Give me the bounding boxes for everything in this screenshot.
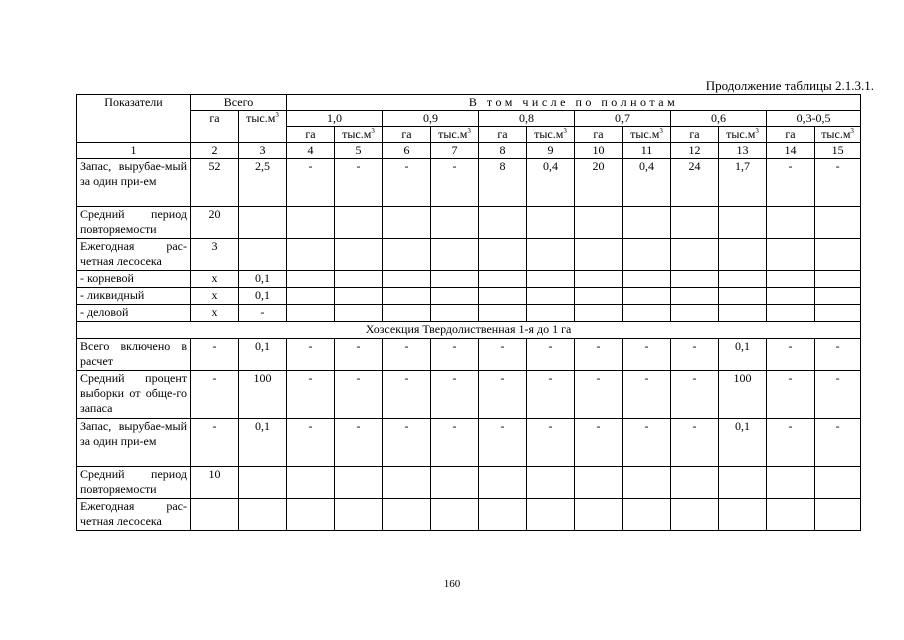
- column-number-cell: 6: [383, 143, 431, 159]
- section-title-body: [77, 322, 861, 339]
- table-cell: 8: [479, 159, 527, 207]
- table-cell: -: [335, 339, 383, 371]
- table-cell: [287, 499, 335, 531]
- column-number-cell: 10: [575, 143, 623, 159]
- table-cell: [671, 305, 719, 322]
- table-cell: -: [767, 339, 815, 371]
- table-cell: -: [623, 419, 671, 467]
- row-label: Средний процент выборки от обще-го запаса: [77, 371, 191, 419]
- table-cell: -: [479, 371, 527, 419]
- column-number-cell: 11: [623, 143, 671, 159]
- table-cell: -: [767, 419, 815, 467]
- table-cell: [287, 288, 335, 305]
- table-cell: -: [671, 339, 719, 371]
- table-cell: 0,1: [719, 339, 767, 371]
- unit-vol-cell: $тыс.м^3$: [815, 127, 861, 143]
- column-number-cell: 7: [431, 143, 479, 159]
- table-cell: -: [287, 159, 335, 207]
- section-title-row: [77, 322, 861, 339]
- table-cell: 1,7: [719, 159, 767, 207]
- table-cell: [767, 239, 815, 271]
- table-cell: -: [671, 419, 719, 467]
- table-cell: [575, 499, 623, 531]
- table-cell: [815, 467, 861, 499]
- table-cell: [815, 305, 861, 322]
- table-cell: -: [767, 371, 815, 419]
- table-cell: [575, 271, 623, 288]
- row-label: Всего включено в расчет: [77, 339, 191, 371]
- table-cell: [575, 239, 623, 271]
- row-label: Запас, вырубае-мый за один при-ем: [77, 419, 191, 467]
- table-row: [77, 467, 861, 499]
- table-cell: [239, 239, 287, 271]
- table-cell: [623, 239, 671, 271]
- header-by-density: В том числе по полнотам: [287, 95, 861, 111]
- table-cell: -: [239, 305, 287, 322]
- table-cell: [527, 305, 575, 322]
- table-cell: 100: [239, 371, 287, 419]
- table-cell: 10: [191, 467, 239, 499]
- table-cell: -: [767, 159, 815, 207]
- unit-ha-cell: га: [287, 127, 335, 143]
- table-cell: -: [479, 339, 527, 371]
- table-cell: [239, 467, 287, 499]
- table-cell: [191, 499, 239, 531]
- table-cell: [671, 239, 719, 271]
- table-cell: -: [623, 339, 671, 371]
- table-cell: -: [575, 371, 623, 419]
- table-cell: [575, 467, 623, 499]
- column-number-cell: 3: [239, 143, 287, 159]
- table-cell: [671, 207, 719, 239]
- table-cell: [575, 305, 623, 322]
- table-cell: [671, 499, 719, 531]
- table-cell: [479, 499, 527, 531]
- table-cell: -: [815, 159, 861, 207]
- table-cell: -: [479, 419, 527, 467]
- table-cell: [431, 288, 479, 305]
- table-cell: -: [431, 159, 479, 207]
- column-number-cell: 2: [191, 143, 239, 159]
- table-cell: [527, 239, 575, 271]
- table-cell: [479, 239, 527, 271]
- table-cell: [479, 207, 527, 239]
- table-cell: [527, 271, 575, 288]
- table-cell: [575, 207, 623, 239]
- table-cell: -: [431, 339, 479, 371]
- row-label: Запас, вырубае-мый за один при-ем: [77, 159, 191, 207]
- table-cell: -: [527, 419, 575, 467]
- row-label: - ликвидный: [77, 288, 191, 305]
- table-cell: -: [335, 419, 383, 467]
- unit-ha-cell: га: [671, 127, 719, 143]
- table-row: [77, 499, 861, 531]
- table-cell: [719, 207, 767, 239]
- table-cell: -: [383, 159, 431, 207]
- unit-ha-cell: га: [479, 127, 527, 143]
- header-total-ha: га: [191, 111, 239, 143]
- unit-vol-cell: $тыс.м^3$: [719, 127, 767, 143]
- table-cell: -: [287, 371, 335, 419]
- column-number-cell: 12: [671, 143, 719, 159]
- table-cell: [383, 271, 431, 288]
- table-cell: [431, 499, 479, 531]
- column-number-cell: 15: [815, 143, 861, 159]
- table-cell: -: [815, 371, 861, 419]
- table-cell: [623, 305, 671, 322]
- table-cell: [671, 271, 719, 288]
- table-cell: [431, 207, 479, 239]
- table-cell: [527, 207, 575, 239]
- table-cell: -: [287, 419, 335, 467]
- table-cell: [431, 467, 479, 499]
- table-row: [77, 207, 861, 239]
- unit-vol-cell: $тыс.м^3$: [431, 127, 479, 143]
- table-cell: 0,1: [239, 288, 287, 305]
- table-cell: [719, 467, 767, 499]
- page-number: 160: [443, 578, 461, 590]
- table-cell: [335, 271, 383, 288]
- table-cell: [767, 305, 815, 322]
- table-row: [77, 288, 861, 305]
- table-cell: [719, 499, 767, 531]
- table-row: [77, 271, 861, 288]
- table-row: [77, 371, 861, 419]
- table-cell: [335, 288, 383, 305]
- table-cell: [287, 271, 335, 288]
- table-cell: -: [335, 159, 383, 207]
- table-cell: [383, 467, 431, 499]
- header-row-2: [77, 111, 861, 127]
- table-cell: -: [815, 419, 861, 467]
- table-cell: 24: [671, 159, 719, 207]
- table-cell: -: [431, 419, 479, 467]
- table-cell: [527, 499, 575, 531]
- table-body-b: [77, 339, 861, 531]
- table-row: [77, 305, 861, 322]
- table-cell: [527, 288, 575, 305]
- table-cell: -: [383, 419, 431, 467]
- table-cell: [383, 305, 431, 322]
- column-number-cell: 8: [479, 143, 527, 159]
- row-label: Ежегодная рас-четная лесосека: [77, 499, 191, 531]
- table-cell: [815, 288, 861, 305]
- header-total-vol: $тыс.м^3$: [239, 111, 287, 143]
- table-cell: -: [671, 371, 719, 419]
- unit-vol-cell: $тыс.м^3$: [335, 127, 383, 143]
- table-cell: [575, 288, 623, 305]
- row-label: Ежегодная рас-четная лесосека: [77, 239, 191, 271]
- table-cell: [719, 271, 767, 288]
- table-cell: -: [623, 371, 671, 419]
- table-cell: х: [191, 305, 239, 322]
- table-cell: -: [575, 339, 623, 371]
- table-cell: [287, 239, 335, 271]
- table-cell: [383, 288, 431, 305]
- table-row: [77, 159, 861, 207]
- table-cell: [239, 499, 287, 531]
- table-cell: -: [383, 339, 431, 371]
- column-number-cell: 9: [527, 143, 575, 159]
- table-cell: х: [191, 271, 239, 288]
- table-row: [77, 419, 861, 467]
- table-cell: [335, 467, 383, 499]
- table-cell: 100: [719, 371, 767, 419]
- table-cell: 0,4: [623, 159, 671, 207]
- table-cell: [287, 207, 335, 239]
- table-cell: [719, 288, 767, 305]
- table-cell: х: [191, 288, 239, 305]
- table-cell: [479, 467, 527, 499]
- header-density-5: 0,6: [671, 111, 767, 127]
- table-cell: [767, 467, 815, 499]
- table-cell: -: [191, 419, 239, 467]
- table-cell: [383, 499, 431, 531]
- table-cell: [335, 239, 383, 271]
- table-cell: 0,1: [239, 339, 287, 371]
- table-cell: -: [335, 371, 383, 419]
- table-cell: [335, 207, 383, 239]
- unit-ha-cell: га: [767, 127, 815, 143]
- column-number-cell: 5: [335, 143, 383, 159]
- table-caption: Продолжение таблицы 2.1.3.1.: [705, 78, 874, 93]
- table-row: [77, 239, 861, 271]
- table-cell: 20: [575, 159, 623, 207]
- table-cell: [479, 305, 527, 322]
- unit-ha-cell: га: [383, 127, 431, 143]
- table-cell: [719, 239, 767, 271]
- table-cell: [815, 239, 861, 271]
- table-cell: -: [575, 419, 623, 467]
- table-cell: [815, 207, 861, 239]
- header-density-6: 0,3-0,5: [767, 111, 861, 127]
- table-cell: -: [815, 339, 861, 371]
- header-density-3: 0,8: [479, 111, 575, 127]
- table-cell: 2,5: [239, 159, 287, 207]
- table-cell: 0,4: [527, 159, 575, 207]
- unit-vol-cell: $тыс.м^3$: [527, 127, 575, 143]
- table-cell: -: [383, 371, 431, 419]
- table-cell: [383, 207, 431, 239]
- table-cell: [623, 207, 671, 239]
- table-cell: -: [191, 339, 239, 371]
- table-cell: [479, 271, 527, 288]
- table-cell: 3: [191, 239, 239, 271]
- table-cell: [671, 467, 719, 499]
- table-cell: -: [191, 371, 239, 419]
- header-row-1: [77, 95, 861, 111]
- table-cell: [527, 467, 575, 499]
- header-density-1: 1,0: [287, 111, 383, 127]
- table-cell: [671, 288, 719, 305]
- table-cell: [431, 305, 479, 322]
- table-cell: [719, 305, 767, 322]
- row-label: - деловой: [77, 305, 191, 322]
- table-cell: [335, 305, 383, 322]
- table-cell: -: [431, 371, 479, 419]
- table-cell: [287, 467, 335, 499]
- forest-data-table: [76, 94, 861, 531]
- table-cell: [767, 271, 815, 288]
- data-table-wrapper: [76, 94, 860, 531]
- table-cell: [815, 271, 861, 288]
- row-label: - корневой: [77, 271, 191, 288]
- table-cell: [623, 271, 671, 288]
- table-cell: [623, 467, 671, 499]
- column-number-cell: 4: [287, 143, 335, 159]
- unit-vol-cell: $тыс.м^3$: [623, 127, 671, 143]
- table-cell: [383, 239, 431, 271]
- column-number-cell: 14: [767, 143, 815, 159]
- table-cell: 0,1: [239, 271, 287, 288]
- table-cell: 52: [191, 159, 239, 207]
- row-label: Средний период повторяемости: [77, 207, 191, 239]
- section-title: Хозсекция Твердолиственная 1-я до 1 га: [77, 322, 861, 339]
- column-numbers-row: [77, 143, 861, 159]
- header-indicators: Показатели: [77, 95, 191, 143]
- table-cell: [815, 499, 861, 531]
- table-cell: [479, 288, 527, 305]
- table-cell: 0,1: [719, 419, 767, 467]
- row-label: Средний период повторяемости: [77, 467, 191, 499]
- table-cell: [623, 499, 671, 531]
- unit-ha-cell: га: [575, 127, 623, 143]
- table-cell: [623, 288, 671, 305]
- table-cell: [767, 207, 815, 239]
- table-cell: [431, 271, 479, 288]
- table-cell: [767, 499, 815, 531]
- table-cell: [287, 305, 335, 322]
- header-density-2: 0,9: [383, 111, 479, 127]
- table-cell: -: [287, 339, 335, 371]
- table-cell: [335, 499, 383, 531]
- table-cell: [239, 207, 287, 239]
- table-row: [77, 339, 861, 371]
- table-cell: -: [527, 371, 575, 419]
- table-cell: [431, 239, 479, 271]
- table-cell: 0,1: [239, 419, 287, 467]
- table-cell: -: [527, 339, 575, 371]
- column-number-cell: 13: [719, 143, 767, 159]
- header-total: Всего: [191, 95, 287, 111]
- header-density-4: 0,7: [575, 111, 671, 127]
- table-body-a: [77, 159, 861, 322]
- table-cell: [767, 288, 815, 305]
- column-number-cell: 1: [77, 143, 191, 159]
- table-cell: 20: [191, 207, 239, 239]
